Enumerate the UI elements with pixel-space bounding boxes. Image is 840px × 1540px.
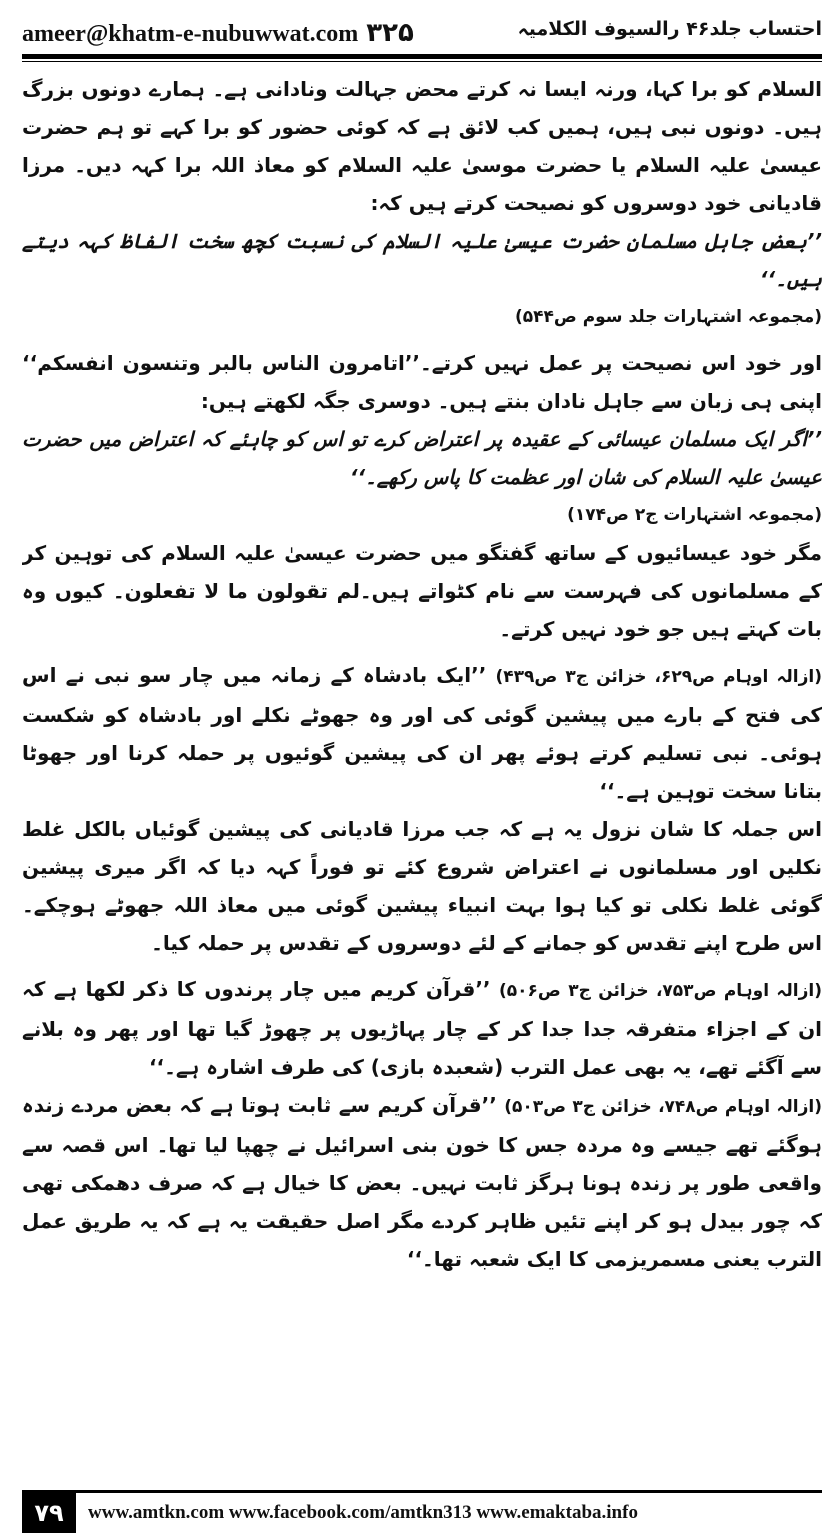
citation-4: (ازالہ اوہام ص۷۵۳، خزائن ج۳ ص۵۰۶): [498, 981, 822, 1001]
header-rule-thin: [22, 61, 822, 62]
arabic-verse-2: لم تقولون ما لا تفعلون: [124, 579, 360, 603]
paragraph-4-text: ’’ایک بادشاہ کے زمانہ میں چار سو نبی نے اس کی فتح کے بارے میں پیشین گوئی کی اور وہ جھوٹے نکلے اور بادشاہ کو شکست ہوئی۔ نبی تسلیم کرتے ہوئے پھر ان کی پیشین گوئیوں پر حملہ کرنا اور جھوٹا بتانا سخت توہین ہے۔‘‘: [22, 663, 822, 803]
page-body: [22, 70, 822, 1485]
header-rule-thick: [22, 54, 822, 59]
header-left: [22, 18, 414, 48]
paragraph-1: السلام کو برا کہا، ورنہ ایسا نہ کرتے محض جہالت ونادانی ہے۔ ہمارے دونوں بزرگ ہیں۔ دونوں نبی ہیں، ہمیں کب لائق ہے کہ کوئی حضور کو برا کہے تو ہم حضرت عیسیٰ علیہ السلام یا حضرت موسیٰ علیہ السلام کو معاذ اللہ برا کہہ دیں۔ مرزا قادیانی خود دوسروں کو نصیحت کرتے ہیں کہ:: [22, 77, 822, 215]
paragraph-3-start: مگر خود عیسائیوں کے ساتھ گفتگو میں حضرت عیسیٰ علیہ السلام کی توہین کر کے مسلمانوں کی فہرست سے نام کٹواتے ہیں۔: [22, 541, 822, 603]
paragraph-3: [22, 534, 822, 648]
paragraph-7-text: ’’قرآن کریم سے ثابت ہوتا ہے کہ بعض مردے زندہ ہوگئے تھے جیسے وہ مردہ جس کا خون بنی اسرائیل نے چھپا لیا تھا۔ اس قصہ سے واقعی طور پر زندہ ہونا ہرگز ثابت نہیں۔ بعض کا خیال ہے کہ صرف دھمکی تھی کہ چور بیدل ہو کر اپنے تئیں ظاہر کردے مگر اصل حقیقت یہ ہے کہ یہ طریق عمل الترب یعنی مسمریزمی کا ایک شعبہ تھا۔‘‘: [22, 1093, 822, 1271]
paragraph-7: [22, 1086, 822, 1278]
paragraph-6-text: ’’قرآن کریم میں چار پرندوں کا ذکر لکھا ہے کہ ان کے اجزاء متفرقہ جدا جدا کر کے چار پہاڑیوں پر چھوڑ گیا تھا اور پھر وہ بلانے سے آگئے تھے، یہ بھی عمل الترب (شعبدہ بازی) کی طرف اشارہ ہے۔‘‘: [22, 977, 822, 1079]
footer-page-number: ۷۹: [22, 1493, 76, 1533]
page-footer: [22, 1490, 822, 1534]
footer-links: www.amtkn.com www.facebook.com/amtkn313 www.emaktaba.info: [88, 1502, 638, 1523]
paragraph-4: [22, 656, 822, 810]
citation-5: (ازالہ اوہام ص۷۴۸، خزائن ج۳ ص۵۰۳): [504, 1097, 822, 1117]
paragraph-2-start: اور خود اس نصیحت پر عمل نہیں کرتے۔’’: [404, 351, 822, 375]
arabic-verse-1: اتامرون الناس بالبر وتنسون انفسکم: [37, 351, 405, 375]
quote-1: ’’بعض جاہل مسلمان حضرت عیسیٰ علیہ السلام کی نسبت کچھ سخت الفاظ کہہ دیتے ہیں۔‘‘: [22, 229, 822, 291]
paragraph-2: [22, 344, 822, 420]
quote-2: ’’اگر ایک مسلمان عیسائی کے عقیدہ پر اعتراض کرے تو اس کو چاہئے کہ اعتراض میں حضرت عیسیٰ علیہ السلام کی شان اور عظمت کا پاس رکھے۔‘‘: [22, 427, 822, 489]
paragraph-6: [22, 970, 822, 1086]
citation-3: (ازالہ اوہام ص۶۲۹، خزائن ج۳ ص۴۳۹): [495, 667, 822, 687]
page-header: [22, 10, 822, 52]
header-email: ameer@khatm-e-nubuwwat.com: [22, 21, 359, 47]
paragraph-5: اس جملہ کا شان نزول یہ ہے کہ جب مرزا قادیانی کی پیشین گوئیاں بالکل غلط نکلیں اور مسلمانوں نے اعتراض شروع کئے تو فوراً کہہ دیا کہ اگر میری پیشین گوئی غلط نکلی تو کیا ہوا بہت انبیاء پیشین گوئی میں معاذ اللہ جھوٹے ہوچکے۔ اس طرح اپنے تقدس کو جمانے کے لئے دوسروں کے تقدس پر حملہ کیا۔: [22, 817, 822, 955]
citation-2: (مجموعہ اشتہارات ج۲ ص۱۷۴): [567, 505, 822, 525]
footer-rule: [22, 1490, 822, 1493]
paragraph-2-end: ‘‘ اپنی ہی زبان سے جاہل نادان بنتے ہیں۔ دوسری جگہ لکھتے ہیں:: [22, 351, 822, 413]
header-page-number: ۳۲۵: [366, 18, 414, 48]
paragraph-3-end: ۔ کیوں وہ بات کہتے ہیں جو خود نہیں کرتے۔: [22, 579, 822, 641]
header-book-title: احتساب جلد۴۶ رالسیوف الکلامیہ: [517, 18, 822, 40]
citation-1: (مجموعہ اشتہارات جلد سوم ص۵۴۴): [514, 307, 822, 327]
